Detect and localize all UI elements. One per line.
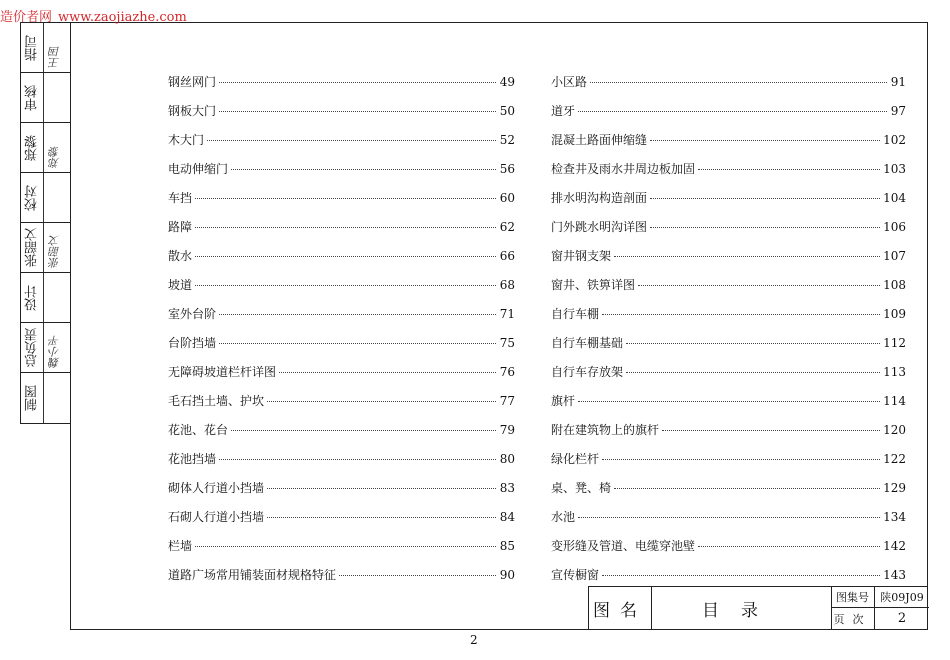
toc-leader-dots — [195, 227, 496, 228]
toc-leader-dots — [650, 140, 880, 141]
page-order-value: 2 — [897, 611, 907, 626]
toc-item[interactable] — [168, 537, 515, 566]
toc-item[interactable] — [551, 334, 906, 363]
toc-item-title: 检查井及雨水井周边板加固 — [551, 162, 696, 176]
toc-leader-dots — [638, 285, 880, 286]
toc-item-page: 120 — [883, 423, 906, 437]
toc-item-page: 56 — [499, 162, 515, 176]
toc-item-title: 花池、花台 — [168, 423, 229, 437]
toc-item-page: 84 — [499, 510, 515, 524]
page-order-label: 页次 — [831, 608, 875, 629]
toc-left-column — [168, 73, 515, 595]
signature-label: 郑黎 — [25, 135, 40, 161]
toc-item-title: 自行车棚基础 — [551, 336, 624, 350]
title-block-title: 目录 — [651, 587, 832, 629]
toc-item-page: 66 — [499, 249, 515, 263]
toc-item-page: 102 — [883, 133, 906, 147]
toc-leader-dots — [219, 314, 496, 315]
toc-item-page: 62 — [499, 220, 515, 234]
signature-label: 张韶文 — [25, 228, 40, 267]
toc-item-page: 103 — [883, 162, 906, 176]
signature-mark: 郑黎 — [48, 146, 61, 168]
signature-mark: 魏小平 — [48, 335, 61, 368]
toc-item[interactable] — [551, 102, 906, 131]
toc-item-title: 台阶挡墙 — [168, 336, 217, 350]
toc-leader-dots — [602, 314, 880, 315]
toc-item-page: 60 — [499, 191, 515, 205]
toc-leader-dots — [267, 488, 496, 489]
toc-item-page: 71 — [499, 307, 515, 321]
toc-item[interactable] — [168, 479, 515, 508]
toc-item[interactable] — [551, 189, 906, 218]
toc-item-title: 窗井钢支架 — [551, 249, 612, 263]
signature-mark — [47, 378, 67, 418]
toc-item[interactable] — [168, 363, 515, 392]
toc-item[interactable] — [551, 392, 906, 421]
toc-item[interactable] — [168, 160, 515, 189]
toc-item[interactable] — [168, 421, 515, 450]
signature-divider — [43, 173, 44, 222]
signature-mark — [47, 278, 67, 318]
signature-label: 校对 — [25, 185, 40, 211]
title-block — [588, 586, 928, 630]
toc-item-page: 143 — [883, 568, 906, 582]
toc-item-page: 90 — [499, 568, 515, 582]
signature-divider — [43, 73, 44, 122]
toc-item-page: 108 — [883, 278, 906, 292]
toc-item-title: 旗杆 — [551, 394, 576, 408]
toc-item-title: 桌、凳、椅 — [551, 481, 612, 495]
toc-item-page: 75 — [499, 336, 515, 350]
toc-item-title: 附在建筑物上的旗杆 — [551, 423, 660, 437]
toc-item-page: 49 — [499, 75, 515, 89]
toc-leader-dots — [626, 372, 880, 373]
toc-leader-dots — [662, 430, 880, 431]
toc-item[interactable] — [168, 392, 515, 421]
toc-leader-dots — [578, 401, 880, 402]
toc-item[interactable] — [551, 421, 906, 450]
toc-item[interactable] — [551, 537, 906, 566]
toc-leader-dots — [650, 198, 880, 199]
watermark-site: 造价者网 — [0, 10, 53, 25]
toc-item[interactable] — [551, 247, 906, 276]
toc-item[interactable] — [168, 305, 515, 334]
toc-item-page: 52 — [499, 133, 515, 147]
toc-item-page: 85 — [499, 539, 515, 553]
toc-leader-dots — [279, 372, 496, 373]
toc-item-page: 79 — [499, 423, 515, 437]
signature-divider — [43, 323, 44, 372]
toc-item-title: 木大门 — [168, 133, 205, 147]
toc-item-page: 91 — [890, 75, 906, 89]
signature-label: 指司 — [25, 35, 40, 61]
toc-leader-dots — [219, 111, 496, 112]
toc-item-page: 113 — [883, 365, 906, 379]
signature-divider — [43, 373, 44, 423]
toc-right-column — [551, 73, 906, 595]
toc-leader-dots — [267, 401, 496, 402]
toc-item-title: 变形缝及管道、电缆穿池壁 — [551, 539, 696, 553]
toc-item-title: 砌体人行道小挡墙 — [168, 481, 265, 495]
toc-item[interactable] — [551, 160, 906, 189]
toc-item-title: 花池挡墙 — [168, 452, 217, 466]
toc-item[interactable] — [551, 131, 906, 160]
toc-item[interactable] — [168, 334, 515, 363]
watermark-url: www.zaojiazhe.com — [58, 10, 187, 25]
watermark — [0, 6, 187, 25]
toc-item-title: 散水 — [168, 249, 193, 263]
toc-item-title: 石砌人行道小挡墙 — [168, 510, 265, 524]
toc-item-title: 道牙 — [551, 104, 576, 118]
toc-item-page: 142 — [883, 539, 906, 553]
toc-leader-dots — [698, 169, 880, 170]
signature-label: 制图 — [25, 385, 40, 411]
atlas-number-label: 图集号 — [831, 587, 875, 608]
signature-divider — [43, 223, 44, 272]
toc-item-title: 排水明沟构造剖面 — [551, 191, 648, 205]
toc-item[interactable] — [551, 73, 906, 102]
toc-item-page: 76 — [499, 365, 515, 379]
signature-row — [21, 123, 71, 173]
signature-divider — [43, 23, 44, 72]
toc-item-page: 106 — [883, 220, 906, 234]
signature-divider — [43, 273, 44, 322]
toc-leader-dots — [698, 546, 880, 547]
signature-row — [21, 73, 71, 123]
signature-label: 审核 — [25, 85, 40, 111]
toc-item[interactable] — [551, 218, 906, 247]
toc-item-page: 129 — [883, 481, 906, 495]
toc-leader-dots — [578, 517, 880, 518]
toc-item-page: 68 — [499, 278, 515, 292]
signature-mark: 张韶文 — [48, 235, 61, 268]
signature-row — [21, 373, 71, 423]
toc-item[interactable] — [168, 247, 515, 276]
toc-item-title: 无障碍坡道栏杆详图 — [168, 365, 277, 379]
page-number: 2 — [470, 633, 478, 647]
toc-item[interactable] — [168, 131, 515, 160]
signature-row — [21, 273, 71, 323]
toc-item-page: 80 — [499, 452, 515, 466]
signature-row — [21, 23, 71, 73]
signature-mark: 王国 — [48, 46, 61, 68]
toc-leader-dots — [219, 459, 496, 460]
toc-item[interactable] — [168, 508, 515, 537]
toc-item-page: 112 — [883, 336, 906, 350]
toc-item-page: 83 — [499, 481, 515, 495]
toc-leader-dots — [231, 169, 496, 170]
title-block-grid — [831, 587, 929, 629]
toc-item-page: 77 — [499, 394, 515, 408]
toc-leader-dots — [626, 343, 880, 344]
toc-item[interactable] — [551, 508, 906, 537]
toc-item-page: 134 — [883, 510, 906, 524]
toc-item-title: 电动伸缩门 — [168, 162, 229, 176]
toc-item-title: 水池 — [551, 510, 576, 524]
toc-item[interactable] — [551, 276, 906, 305]
toc-leader-dots — [602, 575, 880, 576]
toc-leader-dots — [578, 111, 887, 112]
toc-leader-dots — [195, 256, 496, 257]
toc-leader-dots — [219, 82, 496, 83]
drawing-frame — [70, 22, 928, 630]
title-block-label: 图名 — [589, 587, 652, 629]
toc-leader-dots — [207, 140, 496, 141]
toc-leader-dots — [195, 198, 496, 199]
toc-leader-dots — [231, 430, 496, 431]
toc-item[interactable] — [168, 189, 515, 218]
toc-item-title: 绿化栏杆 — [551, 452, 600, 466]
toc-item-title: 栏墙 — [168, 539, 193, 553]
toc-leader-dots — [195, 285, 496, 286]
toc-item[interactable] — [168, 73, 515, 102]
signature-label: 总负责 — [25, 328, 40, 367]
toc-item-page: 107 — [883, 249, 906, 263]
toc-item-page: 50 — [499, 104, 515, 118]
toc-item[interactable] — [168, 102, 515, 131]
toc-item-title: 宣传橱窗 — [551, 568, 600, 582]
toc-item[interactable] — [551, 305, 906, 334]
toc-item-page: 104 — [883, 191, 906, 205]
signature-mark — [47, 78, 67, 118]
toc-item-page: 122 — [883, 452, 906, 466]
toc-item[interactable] — [551, 479, 906, 508]
signature-divider — [43, 123, 44, 172]
atlas-number-value: 陕09J09 — [875, 587, 929, 608]
signature-mark — [47, 178, 67, 218]
toc-item[interactable] — [168, 450, 515, 479]
toc-item-title: 坡道 — [168, 278, 193, 292]
toc-leader-dots — [339, 575, 496, 576]
toc-leader-dots — [614, 488, 880, 489]
signature-row — [21, 223, 71, 273]
signature-row — [21, 323, 71, 373]
toc-item-page: 97 — [890, 104, 906, 118]
toc-item[interactable] — [168, 566, 515, 595]
toc-item-title: 窗井、铁箅详图 — [551, 278, 636, 292]
signature-strip — [20, 22, 71, 424]
toc-item[interactable] — [168, 218, 515, 247]
toc-leader-dots — [195, 546, 496, 547]
toc-leader-dots — [602, 459, 880, 460]
toc-item-title: 混凝土路面伸缩缝 — [551, 133, 648, 147]
toc-item-title: 车挡 — [168, 191, 193, 205]
toc-item-page: 109 — [883, 307, 906, 321]
toc-leader-dots — [219, 343, 496, 344]
toc-item-title: 室外台阶 — [168, 307, 217, 321]
toc-item-title: 钢板大门 — [168, 104, 217, 118]
toc-item-title: 路障 — [168, 220, 193, 234]
toc-item-page: 114 — [883, 394, 906, 408]
toc-leader-dots — [650, 227, 880, 228]
toc-item-title: 小区路 — [551, 75, 588, 89]
toc-item-title: 自行车存放架 — [551, 365, 624, 379]
toc-item-title: 道路广场常用铺装面材规格特征 — [168, 568, 337, 582]
toc-item[interactable] — [551, 363, 906, 392]
toc-item-title: 门外跳水明沟详图 — [551, 220, 648, 234]
toc-item[interactable] — [551, 450, 906, 479]
signature-label: 设计 — [25, 285, 40, 311]
toc-item[interactable] — [168, 276, 515, 305]
toc-leader-dots — [267, 517, 496, 518]
toc-leader-dots — [590, 82, 887, 83]
toc-item-title: 钢丝网门 — [168, 75, 217, 89]
signature-row — [21, 173, 71, 223]
toc-leader-dots — [614, 256, 880, 257]
toc-item-title: 毛石挡土墙、护坎 — [168, 394, 265, 408]
toc-item-title: 自行车棚 — [551, 307, 600, 321]
